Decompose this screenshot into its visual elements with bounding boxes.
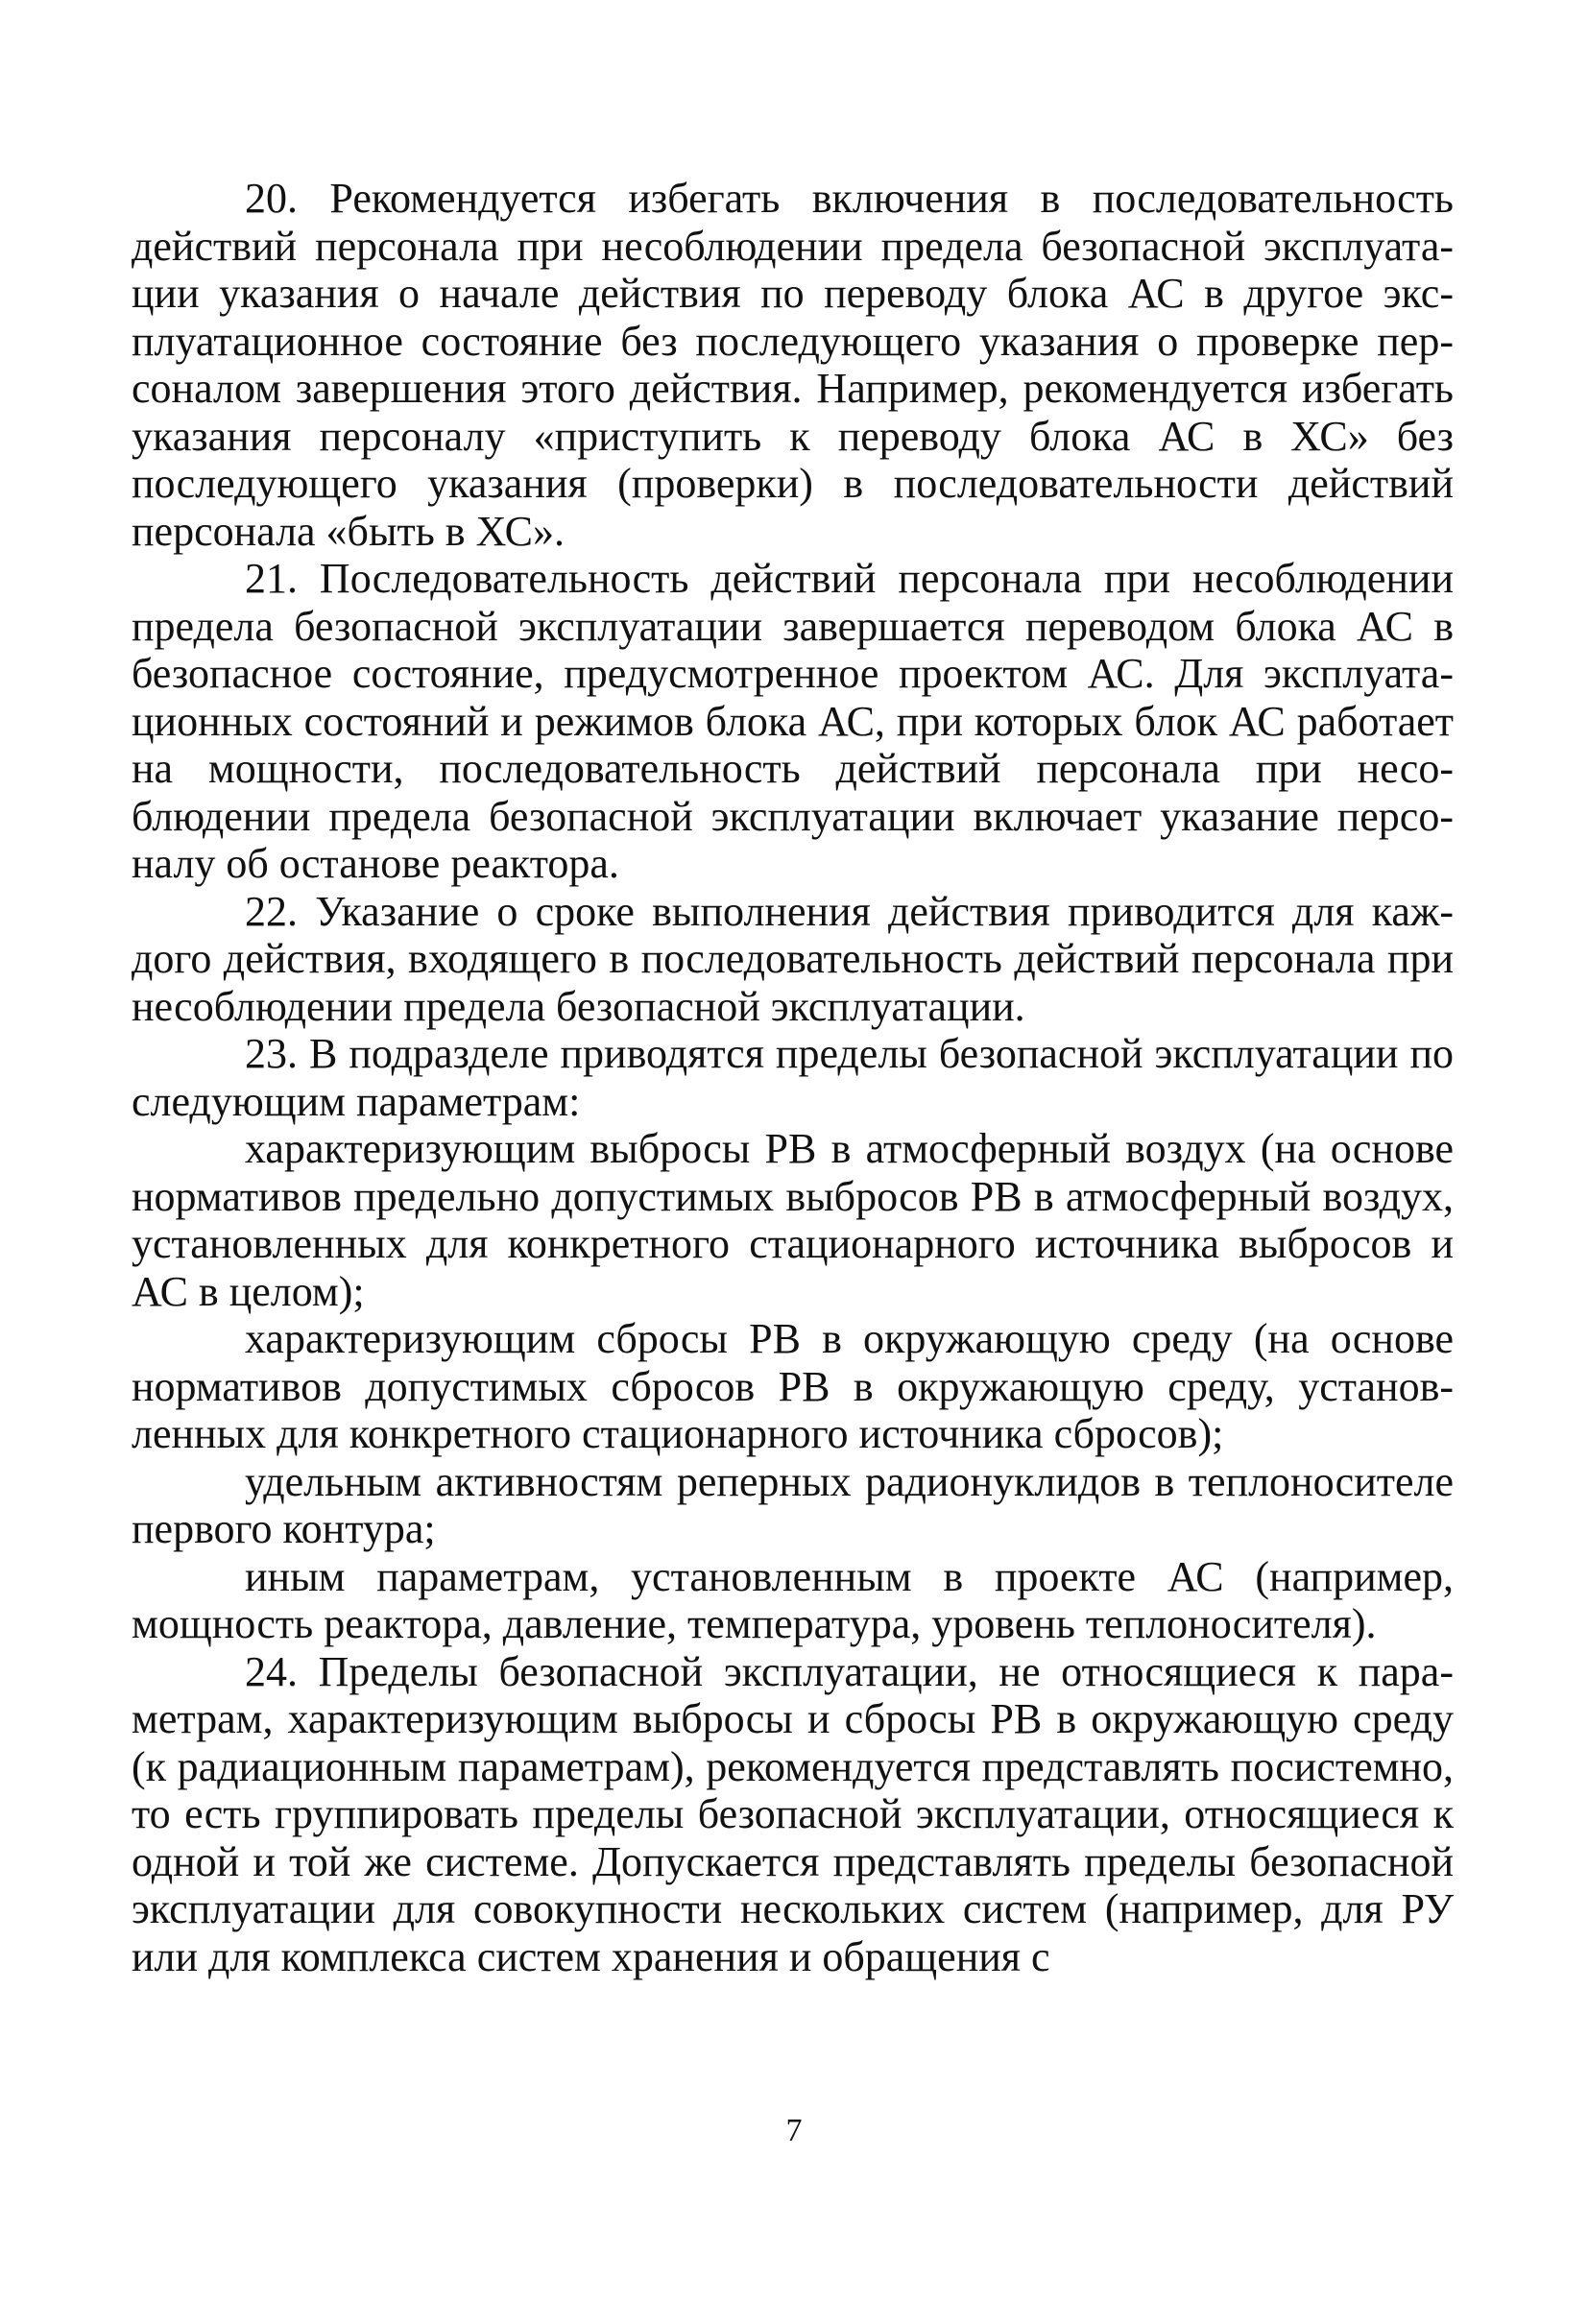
list-item-emissions: характеризующим выбросы РВ в атмосферный воздух (на основе нормативов предельно допустимых выбросов РВ в атмосферный воздух, установленных для конкретного стационарного источника выбросов и АС в целом);	[132, 1125, 1454, 1315]
paragraph-20: 20. Рекомендуется избегать включения в последовательность действий персонала при несоблюдении предела безопасной эксплуатации указания о начале действия по переводу блока АС в другое эксплуатационное состояние без последующего указания о проверке персоналом завершения этого действия. Например, рекомендуется избегать указания персоналу «приступить к переводу блока АС в ХС» без последующего указания (проверки) в последовательности действий персонала «быть в ХС».	[132, 175, 1454, 555]
list-item-discharges: характеризующим сбросы РВ в окружающую среду (на основе нормативов допустимых сбросов РВ в окружающую среду, установленных для конкретного стационарного источника сбросов);	[132, 1315, 1454, 1457]
list-item-radionuclides: удельным активностям реперных радионуклидов в теплоносителе первого контура;	[132, 1457, 1454, 1552]
document-body	[132, 175, 1454, 1980]
paragraph-24: 24. Пределы безопасной эксплуатации, не относящиеся к параметрам, характеризующим выбросы и сбросы РВ в окружающую среду (к радиационным параметрам), рекомендуется представлять посистемно, то есть группировать пределы безопасной эксплуатации, относящиеся к одной и той же системе. Допускается представлять пределы безопасной эксплуатации для совокупности нескольких систем (например, для РУ или для комплекса систем хранения и обращения с	[132, 1647, 1454, 1980]
paragraph-21: 21. Последовательность действий персонала при несоблюдении предела безопасной эксплуатации завершается переводом блока АС в безопасное состояние, предусмотренное проектом АС. Для эксплуатационных состояний и режимов блока АС, при которых блок АС работает на мощности, последовательность действий персонала при несоблюдении предела безопасной эксплуатации включает указание персоналу об останове реактора.	[132, 555, 1454, 887]
list-item-other-parameters: иным параметрам, установленным в проекте АС (например, мощность реактора, давление, температура, уровень теплоносителя).	[132, 1552, 1454, 1647]
paragraph-22: 22. Указание о сроке выполнения действия приводится для каждого действия, входящего в последовательность действий персонала при несоблюдении предела безопасной эксплуатации.	[132, 887, 1454, 1030]
paragraph-23: 23. В подразделе приводятся пределы безопасной эксплуатации по следующим параметрам:	[132, 1030, 1454, 1125]
page-number: 7	[785, 2113, 803, 2148]
